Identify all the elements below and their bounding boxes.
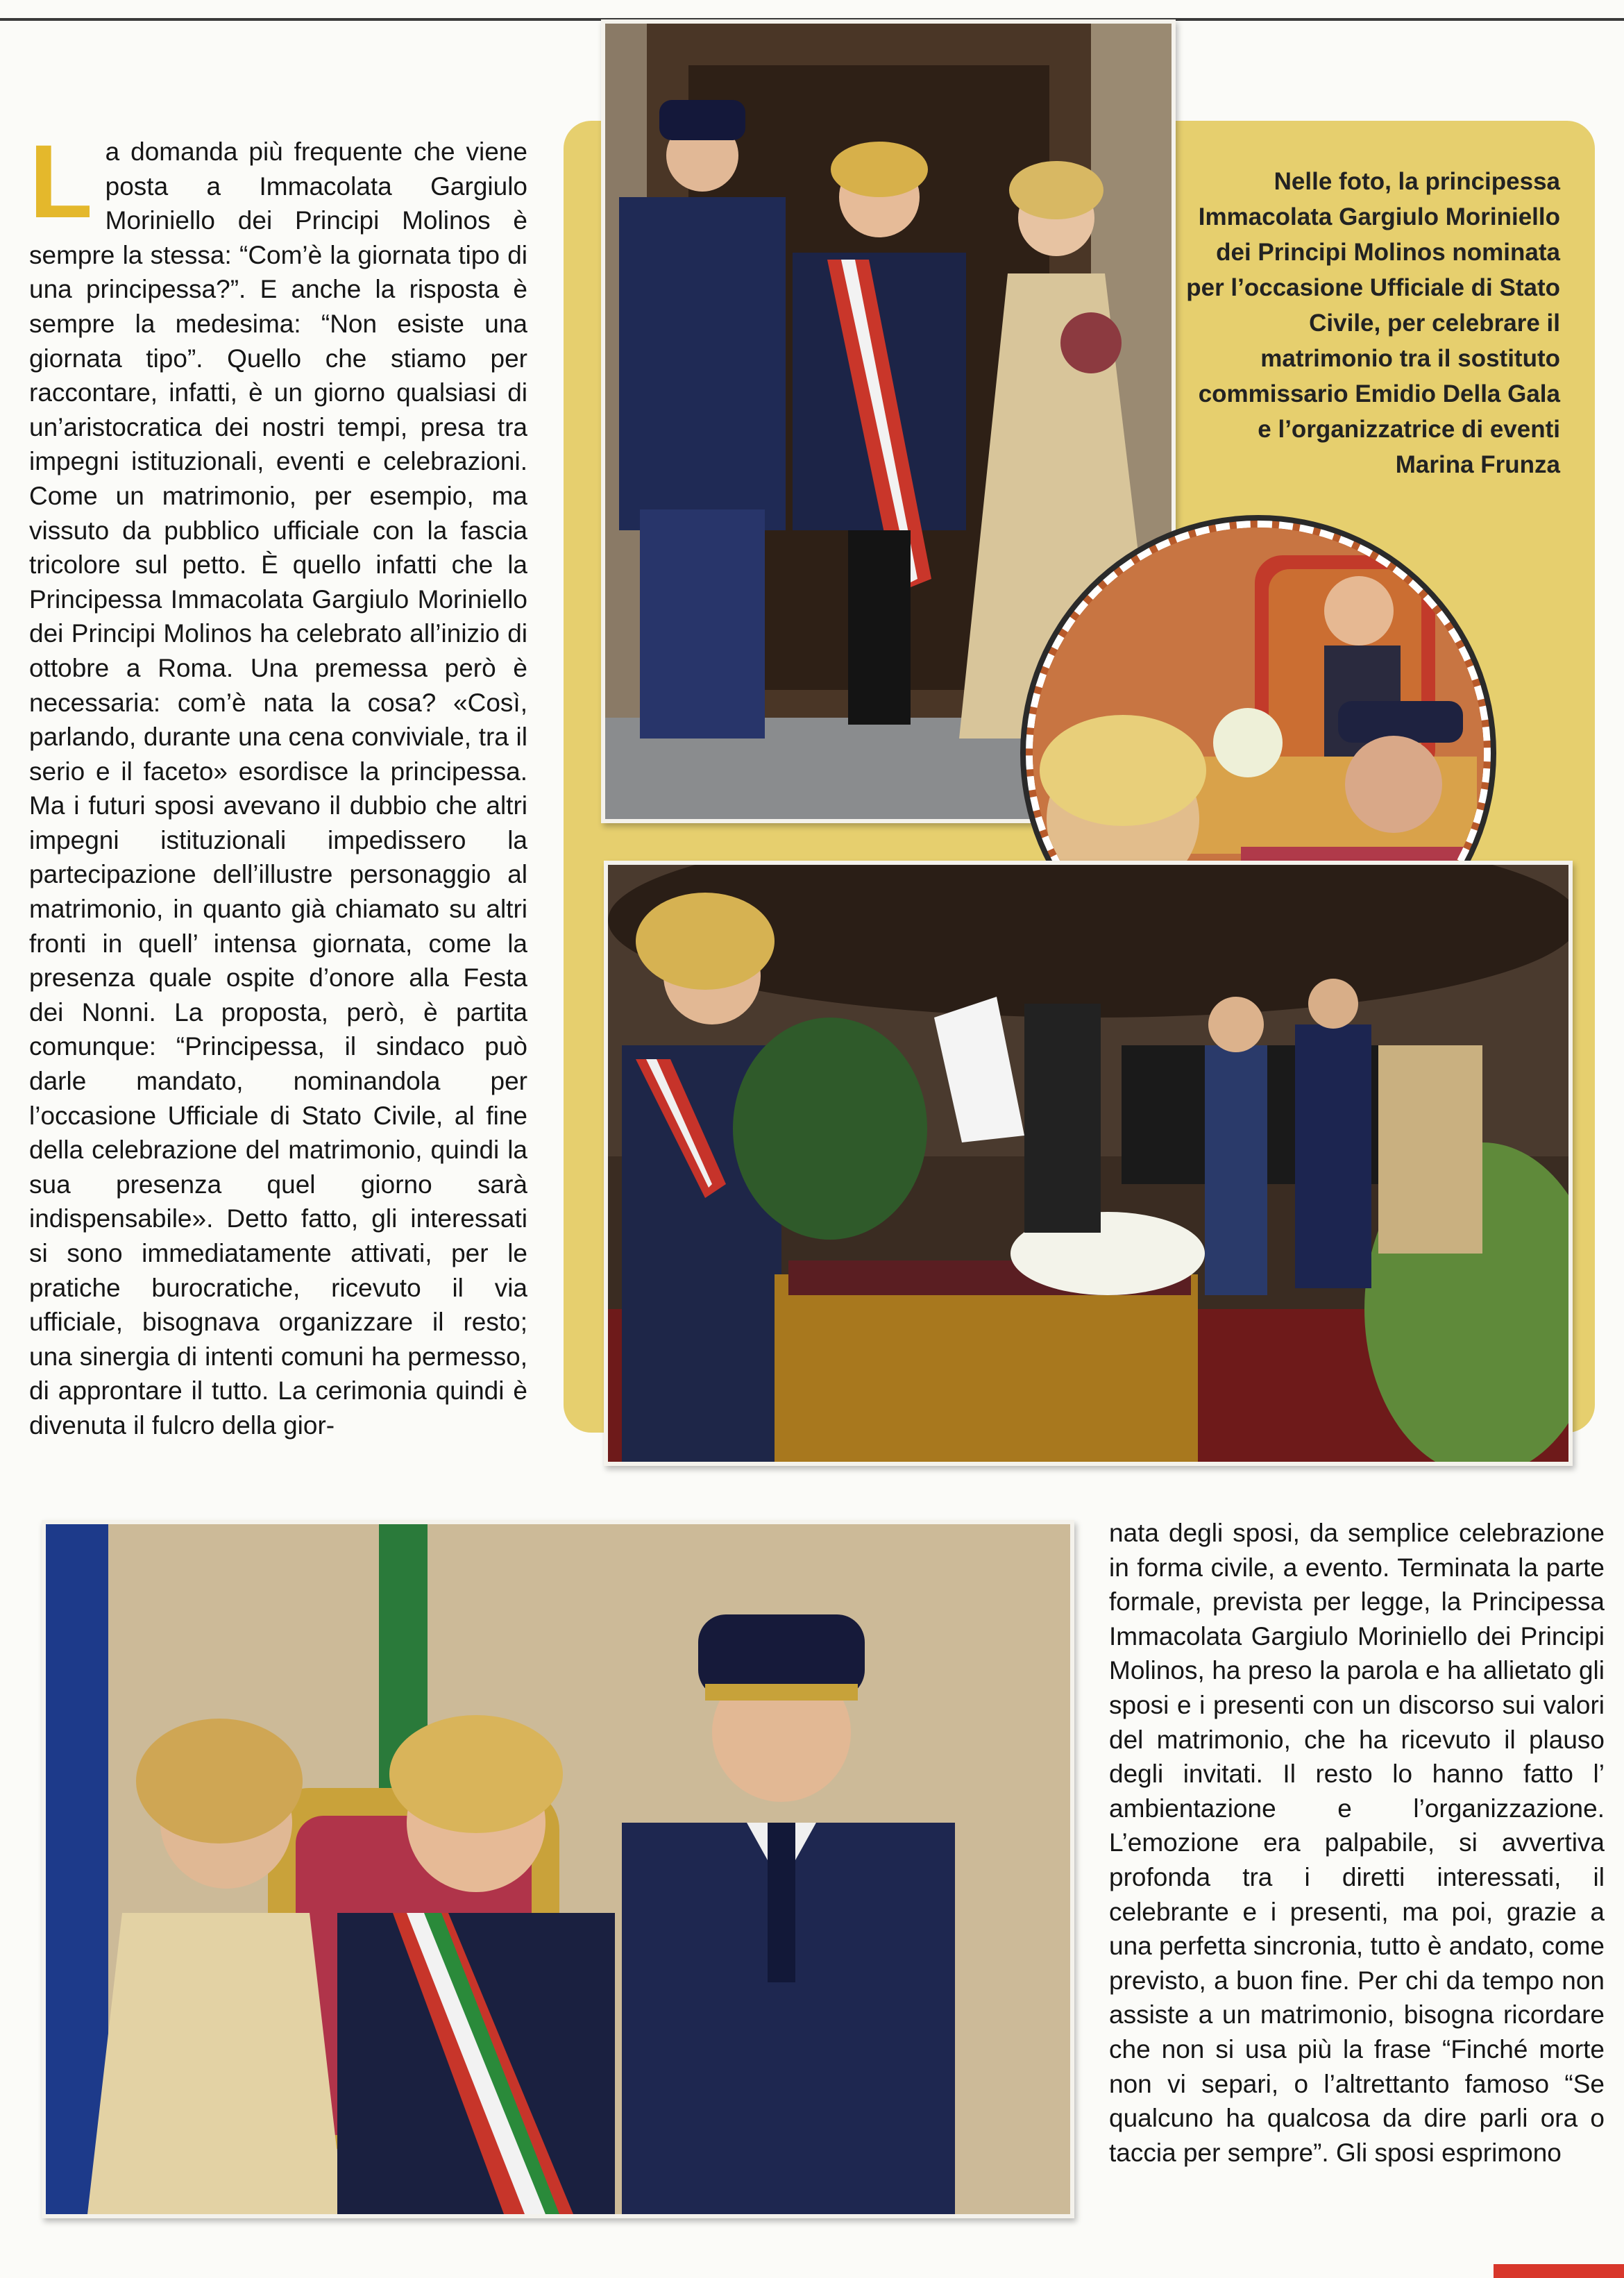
- article-left-text: a domanda più frequente che viene posta a Immacolata Gargiulo Moriniello dei Principi Molinos è sempre la stessa: “Com’è la giornata tipo di una principessa?”. E anche la risposta è sempre la medesima: “Non esiste una giornata tipo”. Quello che stiamo per raccontare, infatti, è un giorno qualsiasi di un’aristocratica dei nostri tempi, presa tra impegni istituzionali, eventi e celebrazioni. Come un matrimonio, per esempio, ma vissuto da pubblico ufficiale con la fascia tricolore sul petto. È quello infatti che la Principessa Immacolata Gargiulo Moriniello dei Principi Molinos ha celebrato all’inizio di ottobre a Roma. Una premessa però è necessaria: com’è nata la cosa? «Così, parlando, durante una cena conviviale, tra il serio e il faceto» esordisce la principessa. Ma i futuri sposi avevano il dubbio che altri impegni istituzionali impedissero la partecipazione dell’illustre personaggio al matrimonio, in quanto già chiamato su altri fronti in quell’ intensa giornata, come la presenza quale ospite d’onore alla Festa dei Nonni. La proposta, però, è partita comunque: “Principessa, il sindaco può darle mandato, nominandola per l’occasione Ufficiale di Stato Civile, al fine della celebrazione del matrimonio, quindi la sua presenza quel giorno sarà indispensabile». Detto fatto, gli interessati si sono immediatamente attivati, per le pratiche burocratiche, ricevuto il via ufficiale, bisognava organizzare il resto; una sinergia di intenti comuni ha permesso, di approntare il tutto. La cerimonia quindi è divenuta il fulcro della gior-: [29, 137, 527, 1440]
- drop-cap: L: [29, 123, 93, 239]
- article-right-text: nata degli sposi, da semplice celebrazione in forma civile, a evento. Terminata la parte formale, prevista per legge, la Principessa Immacolata Gargiulo Moriniello dei Principi Molinos, ha preso la parola e ha allietato gli sposi e i presenti con un discorso sui valori del matrimonio, che ha ricevuto il plauso degli invitati. Il resto lo hanno fatto l’ ambientazione e l’organizzazione. L’emozione era palpabile, si avvertiva profonda tra i diretti interessati, il celebrante e i presenti, ma poi, grazie a una perfetta sincronia, tutto è andato, come previsto, a buon fine. Per chi da tempo non assiste a un matrimonio, bisogna ricordare che non si usa più la frase “Finché morte non vi separi, o l’altrettanto famoso “Se qualcuno ha qualcosa da dire parli ora o taccia per sempre”. Gli sposi esprimono: [1109, 1519, 1605, 2167]
- page-corner-tab: [1494, 2264, 1624, 2278]
- article-right-column: [1109, 1516, 1605, 2170]
- article-left-column: [29, 123, 527, 1443]
- top-rule: [0, 18, 1624, 21]
- photo-caption: Nelle foto, la principessa Immacolata Gargiulo Moriniello dei Principi Molinos nominata per l’occasione Ufficiale di Stato Civile, per celebrare il matrimonio tra il sostituto commissario Emidio Della Gala e l’organizzatrice di eventi Marina Frunza: [1186, 168, 1560, 478]
- photo-group-portrait: [46, 1524, 1070, 2214]
- photo-ceremony-hall: [608, 865, 1568, 1462]
